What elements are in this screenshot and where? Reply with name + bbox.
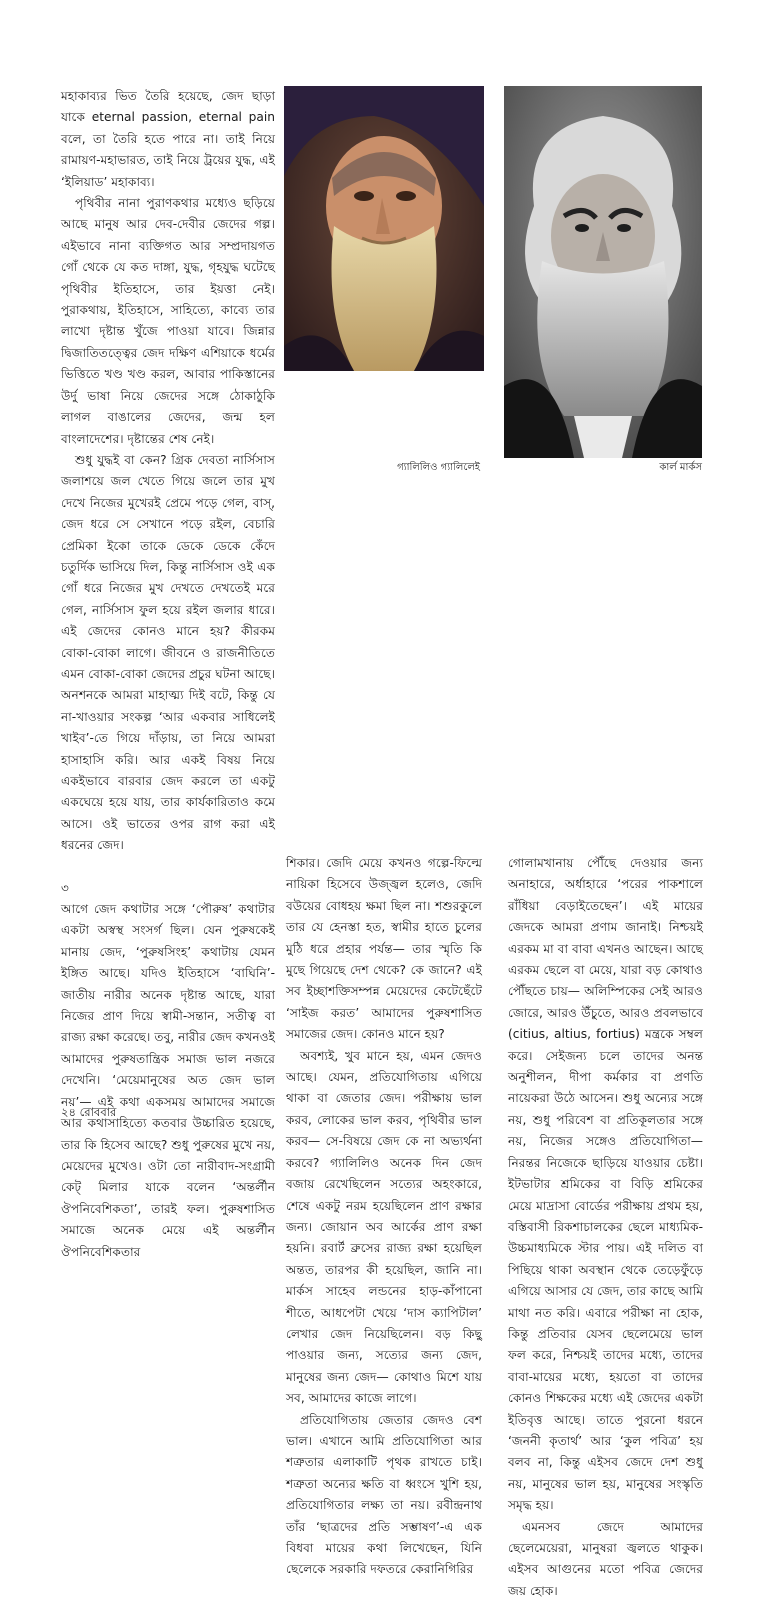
article-column-1 [61,86,275,1263]
galileo-portrait [284,86,484,371]
marx-portrait [504,86,702,458]
paragraph: পৃথিবীর নানা পুরাণকথার মধ্যেও ছড়িয়ে আছে মানুষ আর দেব-দেবীর জেদের গল্প। এইভাবে নানা ব্যক্তিগত আর সম্প্রদায়গত গোঁ থেকে যে কত দাঙ্গা, যুদ্ধ, গৃহযুদ্ধ ঘটেছে পৃথিবীর ইতিহাসে, তার ইয়ত্তা নেই। পুরাকথায়, ইতিহাসে, সাহিত্যে, কাব্যে তার লাখো দৃষ্টান্ত খুঁজে পাওয়া যাবে। জিন্নার দ্বিজাতিতত্ত্বের জেদ দক্ষিণ এশিয়াকে ধর্মের ভিত্তিতে খণ্ড খণ্ড করল, আবার পাকিস্তানের উর্দু ভাষা নিয়ে জেদের সঙ্গে ঠোকাঠুকি লাগল বাঙালের জেদের, জন্ম হল বাংলাদেশের। দৃষ্টান্তের শেষ নেই। [61,196,275,446]
paragraph: প্রতিযোগিতায় জেতার জেদও বেশ ভাল। এখানে আমি প্রতিযোগিতা আর শত্রুতার এলাকাটি পৃথক রাখতে চাই। শত্রুতা অন্যের ক্ষতি বা ধ্বংসে খুশি হয়, প্রতিযোগিতার লক্ষ্য তা নয়। রবীন্দ্রনাথ তাঁর ‘ছাত্রদের প্রতি সম্ভাষণ’-এ এক বিধবা মায়ের কথা লিখেছেন, যিনি ছেলেকে সরকারি দফতরে কেরানিগিরির [286,1412,482,1577]
section-number: ৩ [61,880,69,895]
article-column-2 [286,853,482,1581]
marx-caption: কার্ল মার্কস [659,462,702,473]
paragraph: শুধু যুদ্ধই বা কেন? গ্রিক দেবতা নার্সিসাস জলাশয়ে জল খেতে গিয়ে জলে তার মুখ দেখে নিজের মুখেরই প্রেমে পড়ে গেল, বাস্, জেদ ধরে সে সেখানে পড়ে রইল, বেচারি প্রেমিকা ইকো তাকে ডেকে ডেকে কেঁদে চতুর্দিক ভাসিয়ে দিল, কিন্তু নার্সিসাস ওই এক গোঁ ধরে নিজের মুখ দেখতে দেখতেই মরে গেল, নার্সিসাস ফুল হয়ে রইল জলার ধারে। এই জেদের কোনও মানে হয়? কীরকম বোকা-বোকা লাগে। জীবনে ও রাজনীতিতে এমন বোকা-বোকা জেদের প্রচুর ঘটনা আছে। অনশনকে আমরা মাহাত্ম্য দিই বটে, কিন্তু যে না-খাওয়ার সংকল্প ‘আর একবার সাধিলেই খাইব’-তে গিয়ে দাঁড়ায়, তা নিয়ে আমরা হাসাহাসি করি। আর একই বিষয় নিয়ে একইভাবে বারবার জেদ করলে তা একটু একঘেয়ে হয়ে যায়, তার কার্যকারিতাও কমে আসে। ওই ভাতের ওপর রাগ করা এই ধরনের জেদ। [61,452,275,853]
page-footer: ২৪ রোববার [61,1105,117,1119]
paragraph: মহাকাব্যর ভিত তৈরি হয়েছে, জেদ ছাড়া যাকে eternal passion, eternal pain বলে, তা তৈরি হতে পারে না। তাই নিয়ে রামায়ণ-মহাভারত, তাই নিয়ে ট্রয়ের যুদ্ধ, এই ‘ইলিয়াড’ মহাকাব্য। [61,89,275,189]
paragraph: আগে জেদ কথাটার সঙ্গে ‘পৌরুষ’ কথাটার একটা অস্বস্থ সংসর্গ ছিল। যেন পুরুষকেই মানায় জেদ, ‘পুরুষসিংহ’ কথাটায় যেমন ইঙ্গিত আছে। যদিও ইতিহাসে ‘বাঘিনি’-জাতীয় নারীর অনেক দৃষ্টান্ত আছে, যারা নিজের প্রাণ দিয়ে স্বামী-সন্তান, সতীত্ব বা রাজ্য রক্ষা করেছে। তবু, নারীর জেদ কখনওই আমাদের পুরুষতান্ত্রিক সমাজ ভাল নজরে দেখেনি। ‘মেয়েমানুষের অত জেদ ভাল নয়’— এই কথা একসময় আমাদের সমাজে আর কথাসাহিত্যে কতবার উচ্চারিত হয়েছে, তার কি হিসেব আছে? শুধু পুরুষের মুখে নয়, মেয়েদের মুখেও। ওটা তো নারীবাদ-সংগ্রামী কেট্ মিলার যাকে বলেন ‘অন্তর্লীন ঔপনিবেশিকতা’, তারই ফল। পুরুষশাসিত সমাজে অনেক মেয়ে এই অন্তর্লীন ঔপনিবেশিকতার [61,902,275,1259]
galileo-caption: গ্যালিলিও গ্যালিলেই [397,462,480,473]
article-column-3 [508,853,703,1602]
paragraph: গোলামখানায় পৌঁছে দেওয়ার জন্য অনাহারে, অর্ধাহারে ‘পরের পাকশালে রাঁধিয়া বেড়াইতেছেন’। এই মায়ের জেদকে আমরা প্রণাম জানাই। নিশ্চয়ই এরকম মা বা বাবা এখনও আছেন। আছে এরকম ছেলে বা মেয়ে, যারা বড় কোথাও পৌঁছতে চায়— অলিম্পিকের সেই আরও জোরে, আরও উঁচুতে, আরও প্রবলভাবে (citius, altius, fortius) মন্ত্রকে সম্বল করে। সেইজন্য চলে তাদের অনন্ত অনুশীলন, দীপা কর্মকার বা প্রণতি নায়েকরা উঠে আসেন। শুধু অন্যের সঙ্গে নয়, শুধু পরিবেশ বা প্রতিকূলতার সঙ্গে নয়, নিজের সঙ্গেও প্রতিযোগিতা— নিরন্তর নিজেকে ছাড়িয়ে যাওয়ার চেষ্টা। ইটভাটার শ্রমিকের বা বিড়ি শ্রমিকের মেয়ে মাদ্রাসা বোর্ডের পরীক্ষায় প্রথম হয়, বস্তিবাসী রিকশাচালকের ছেলে মাধ্যমিক-উচ্চমাধ্যমিকে স্টার পায়। এই দলিত বা পিছিয়ে থাকা অবস্থান থেকে তেড়েফুঁড়ে এগিয়ে আসার যে জেদ, তার কাছে আমি মাথা নত করি। এবারে পরীক্ষা না হোক, কিন্তু প্রতিবার যেসব ছেলেমেয়ে ভাল ফল করে, নিশ্চয়ই তাদের মধ্যে, তাদের বাবা-মায়ের মধ্যে, হয়তো বা তাদের কোনও শিক্ষকের মধ্যে এই জেদের একটা ইতিবৃত্ত আছে। তাতে পুরনো ধরনে ‘জননী কৃতার্থ’ আর ‘কুল পবিত্র’ হয় বলব না, কিন্তু এইসব জেদে দেশ শুধু নয়, মানুষের ভাল হয়, মানুষের সংস্কৃতি সমৃদ্ধ হয়। [508,856,703,1513]
paragraph: এমনসব জেদে আমাদের ছেলেমেয়েরা, মানুষরা জ্বলতে থাকুক। এইসব আগুনের মতো পবিত্র জেদের জয় হোক। [508,1519,703,1598]
paragraph: শিকার। জেদি মেয়ে কখনও গল্পে-ফিল্মে নায়িকা হিসেবে উজ্জ্বল হলেও, জেদি বউয়ের বোধহয় ক্ষমা ছিল না। শশুরকুলে তার যে হেনস্তা হত, স্বামীর হাতে চুলের মুঠি ধরে প্রহার পর্যন্ত— তার স্মৃতি কি মুছে গিয়েছে দেশ থেকে? কে জানে? এই সব ইচ্ছাশক্তিসম্পন্ন মেয়েদের কেটেছেঁটে ‘সাইজ করত’ আমাদের পুরুষশাসিত সমাজের জেদ। কোনও মানে হয়? [286,856,482,1042]
paragraph: অবশ্যই, খুব মানে হয়, এমন জেদও আছে। যেমন, প্রতিযোগিতায় এগিয়ে থাকা বা জেতার জেদ। পরীক্ষায় ভাল করব, লোকের ভাল করব, পৃথিবীর ভাল করব— সে-বিষয়ে জেদ কে না অভ্যর্থনা করবে? গ্যালিলিও অনেক দিন জেদ বজায় রেখেছিলেন সত্যের অহংকারে, শেষে একটু নরম হয়েছিলেন প্রাণ রক্ষার জন্য। জোয়ান অব আর্কের প্রাণ রক্ষা হয়নি। রবার্ট ব্রুসের রাজ্য রক্ষা হয়েছিল অন্তত, তারপর কী হয়েছিল, জানি না। মার্কস সাহেব লন্ডনের হাড়-কাঁপানো শীতে, আধপেটা খেয়ে ‘দাস ক্যাপিটাল’ লেখার জেদ নিয়েছিলেন। বড় কিছু পাওয়ার জন্য, সত্যের জন্য জেদ, মানুষের জন্য জেদ— কোথাও মিশে যায় সব, আমাদের কাজে লাগে। [286,1048,482,1406]
